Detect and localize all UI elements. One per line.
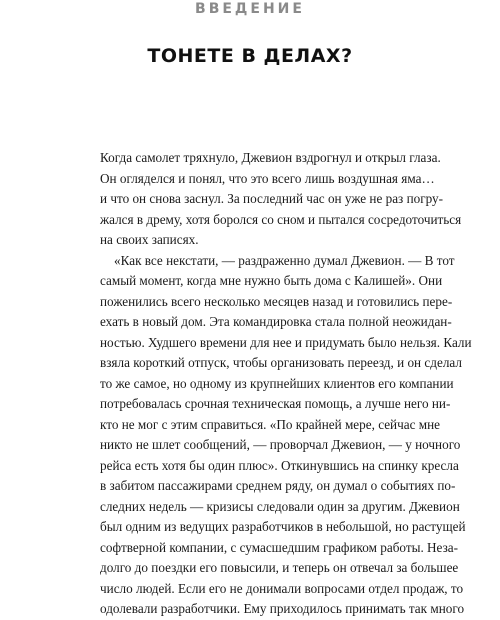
body-text xyxy=(100,148,472,620)
chapter-title: ТОНЕТЕ В ДЕЛАХ? xyxy=(147,45,353,67)
text-line: был одним из ведущих разработчиков в небольшой, но растущей xyxy=(100,519,466,534)
text-line: одолевали разработчики. Ему приходилось принимать так много xyxy=(100,601,465,616)
text-line: Когда самолет тряхнуло, Джевион вздрогнул и открыл глаза. xyxy=(100,150,441,165)
text-line: Он огляделся и понял, что это всего лишь воздушная яма… xyxy=(100,170,435,186)
text-line: жался в дрему, хотя боролся со сном и пытался сосредоточиться xyxy=(100,211,462,227)
text-line: рейса есть хотя бы один плюс». Откинувшись на спинку кресла xyxy=(100,457,459,473)
text-line: кто не мог с этим справиться. «По крайней мере, сейчас мне xyxy=(100,416,441,432)
text-line: «Как все некстати, — раздраженно думал Джевион. — В тот xyxy=(114,252,455,268)
text-line: самый момент, когда мне нужно быть дома с Калишей». Они xyxy=(100,273,443,288)
text-line: следних недель — кризисы следовали один за другим. Джевион xyxy=(100,498,460,514)
text-line: и что он снова заснул. За последний час он уже не раз погру- xyxy=(100,191,444,206)
text-line: долго до поездки его повысили, и теперь он отвечал за большее xyxy=(100,560,459,575)
section-label: ВВЕДЕНИЕ xyxy=(195,1,305,17)
text-line: на своих записях. xyxy=(100,232,199,247)
text-line: поженились всего несколько месяцев назад и готовились пере- xyxy=(100,293,453,309)
text-line: то же самое, но одному из крупнейших клиентов его компании xyxy=(100,375,454,391)
text-line: ехать в новый дом. Эта командировка стала полной неожидан- xyxy=(100,314,452,329)
text-line: взяла короткий отпуск, чтобы организовать переезд, и он сделал xyxy=(100,355,462,370)
text-line: никто не шлет сообщений, — проворчал Джевион, — у ночного xyxy=(100,437,461,452)
text-line: ностью. Худшего времени для нее и придумать было нельзя. Кали xyxy=(100,334,472,350)
text-line: потребовалась срочная техническая помощь, а лучше него ни- xyxy=(100,396,451,411)
text-line: софтверной компании, с сумасшедшим графиком работы. Неза- xyxy=(100,539,459,555)
text-line: в забитом пассажирами среднем ряду, он думал о событиях по- xyxy=(100,478,456,493)
text-line: число людей. Если его не донимали вопросами отдел продаж, то xyxy=(100,580,464,596)
